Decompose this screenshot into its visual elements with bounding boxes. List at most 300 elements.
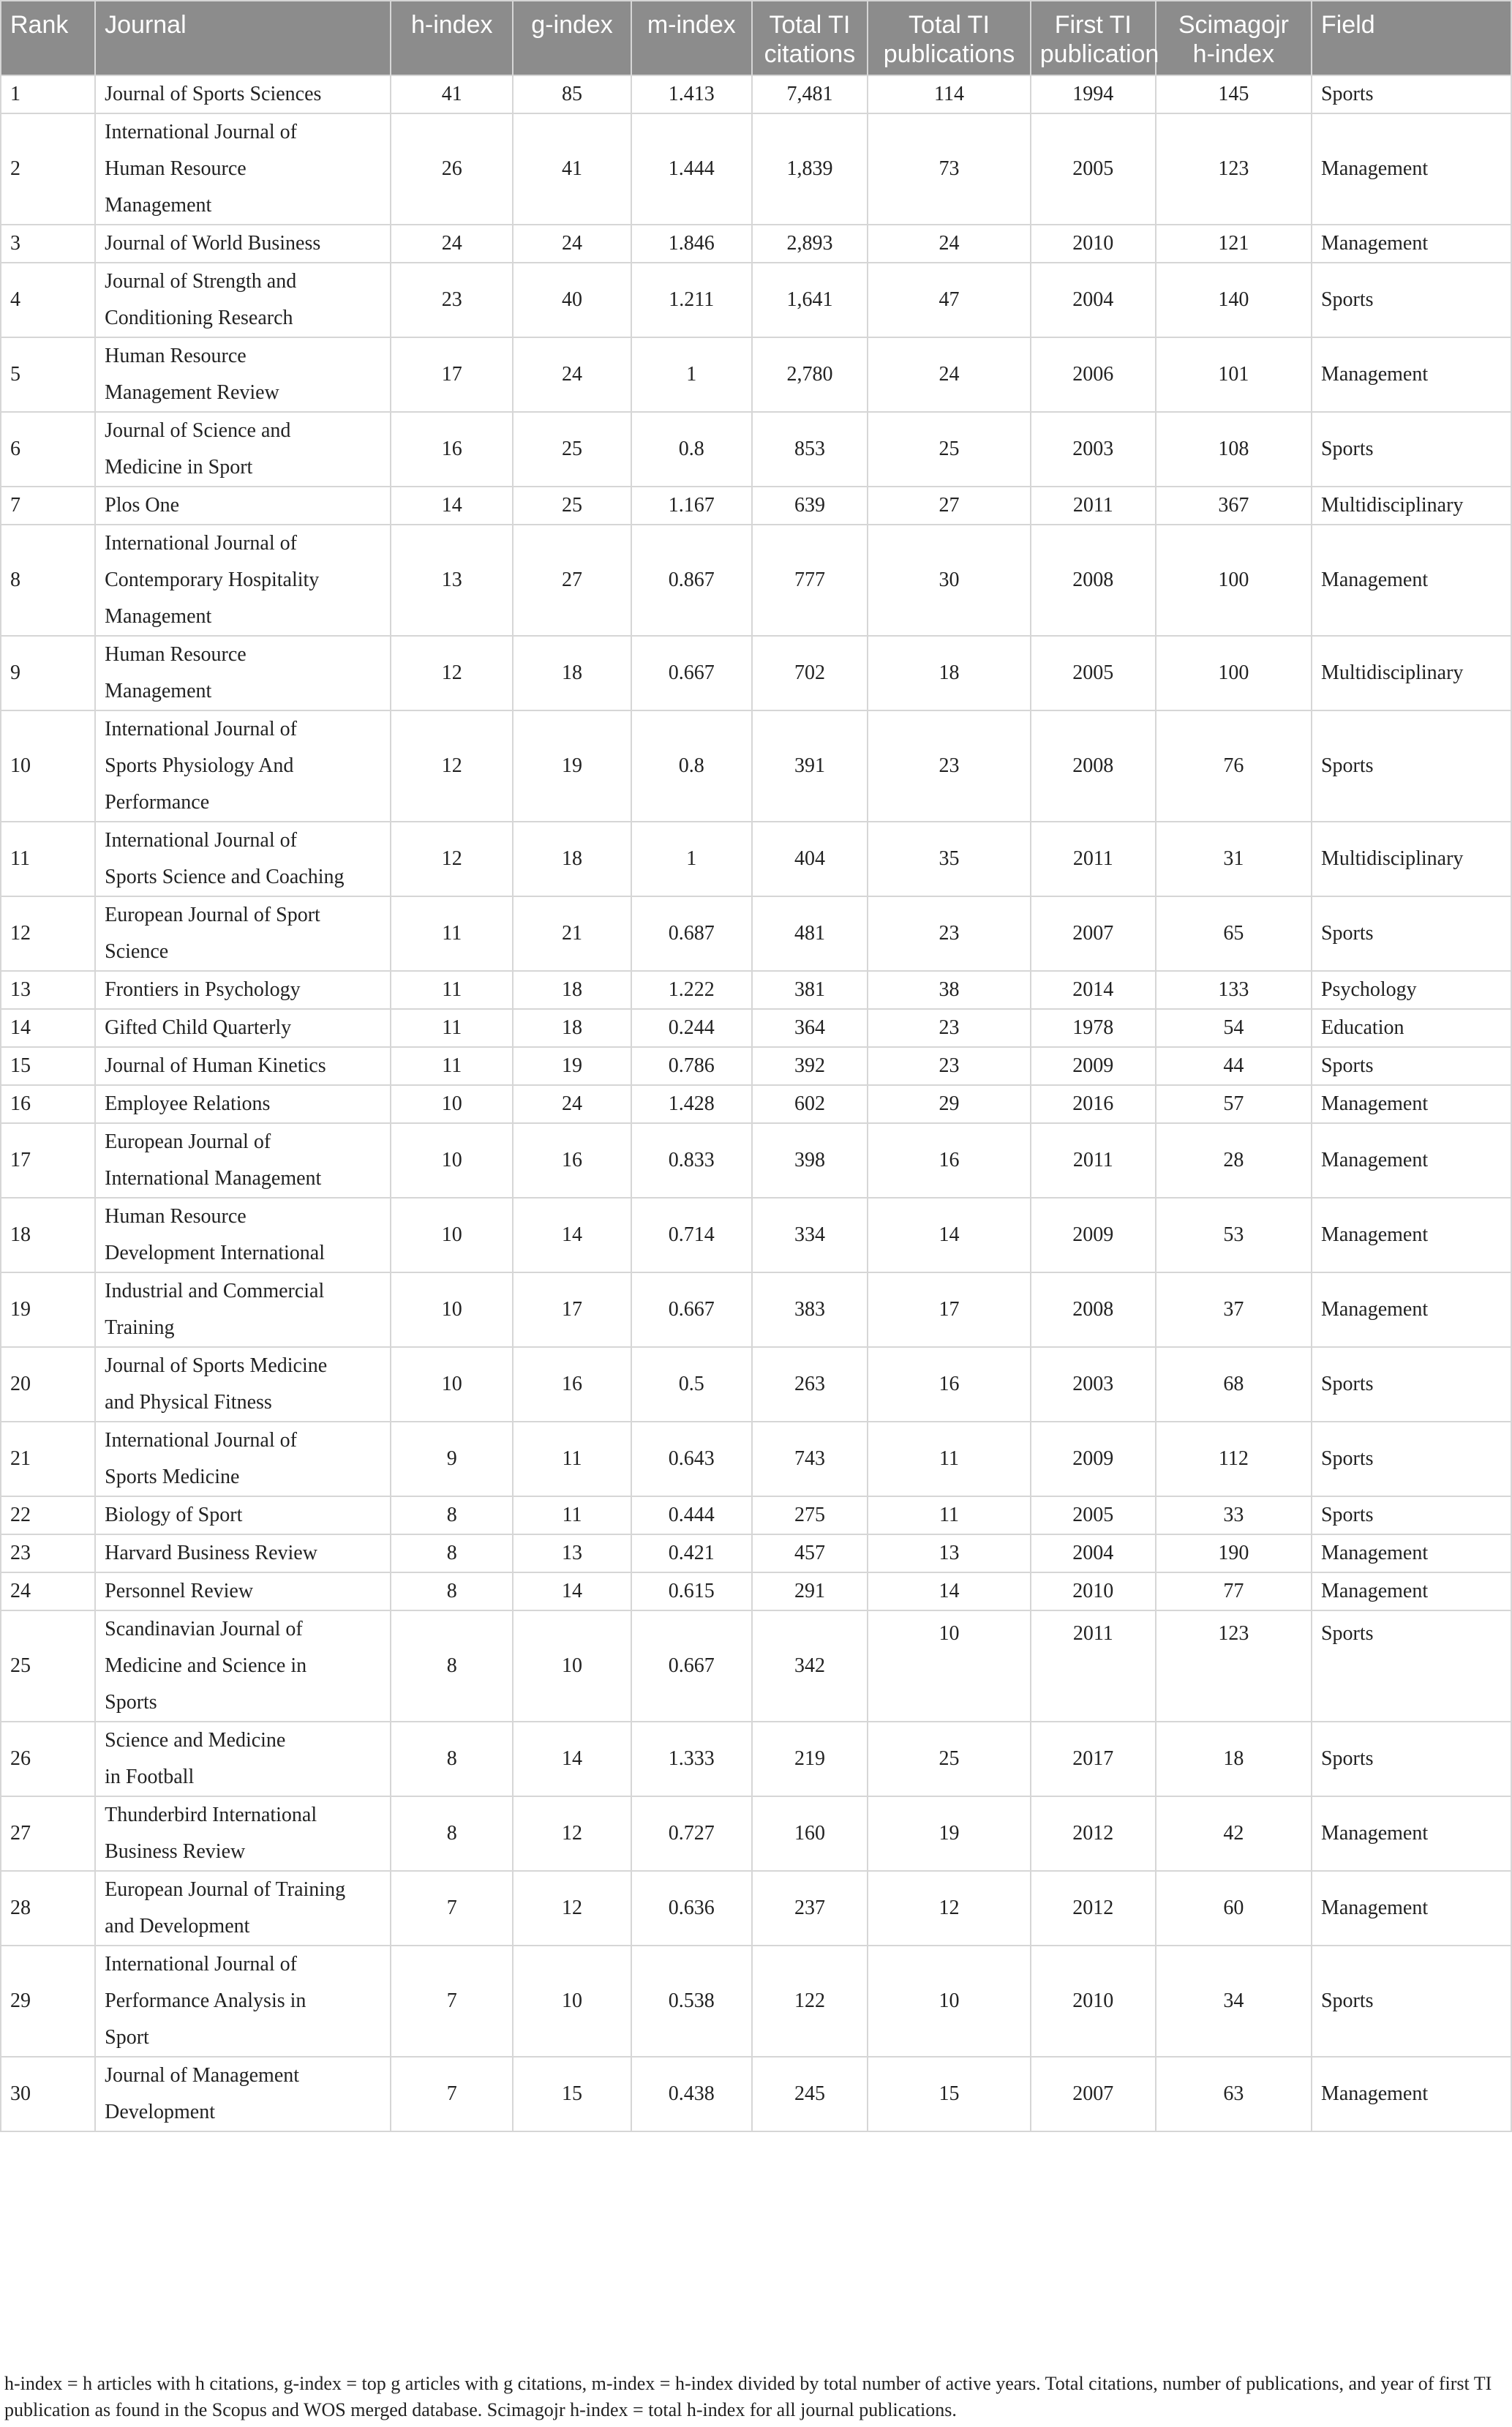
cell-first: 2011 [1031,1123,1156,1198]
cell-m: 0.667 [631,636,752,710]
cell-sh: 18 [1156,1722,1312,1796]
cell-pub: 15 [868,2057,1031,2131]
column-header-g: g-index [513,1,631,75]
journal-name-line: and Physical Fitness [105,1391,272,1414]
cell-sh: 133 [1156,971,1312,1009]
cell-journal [95,1534,391,1572]
cell-sh: 123 [1156,113,1312,225]
cell-journal [95,75,391,113]
cell-sh: 57 [1156,1085,1312,1123]
cell-field: Management [1312,337,1511,412]
cell-rank: 17 [1,1123,95,1198]
cell-first: 2011 [1031,1610,1156,1722]
cell-rank: 8 [1,525,95,636]
table-row [1,1422,1511,1496]
cell-field: Education [1312,1009,1511,1047]
journal-name-line: European Journal of [105,1130,271,1153]
cell-h: 10 [391,1347,513,1422]
cell-m: 0.5 [631,1347,752,1422]
cell-first: 2014 [1031,971,1156,1009]
cell-cit: 275 [752,1496,868,1534]
cell-pub: 38 [868,971,1031,1009]
journal-name-line: European Journal of Training [105,1878,346,1901]
cell-h: 11 [391,1047,513,1085]
cell-sh: 68 [1156,1347,1312,1422]
journal-name-line: Scandinavian Journal of [105,1618,303,1640]
cell-cit: 7,481 [752,75,868,113]
cell-h: 14 [391,487,513,525]
table-row [1,1272,1511,1347]
cell-sh: 34 [1156,1946,1312,2057]
journal-name-line: Management [105,680,212,702]
table-row [1,263,1511,337]
table-body [1,75,1511,2131]
cell-g: 18 [513,822,631,896]
cell-sh: 76 [1156,710,1312,822]
cell-sh: 367 [1156,487,1312,525]
cell-m: 0.8 [631,412,752,487]
cell-journal [95,1123,391,1198]
cell-cit: 364 [752,1009,868,1047]
cell-cit: 237 [752,1871,868,1946]
cell-m: 0.667 [631,1610,752,1722]
cell-pub: 24 [868,337,1031,412]
table-row [1,1534,1511,1572]
cell-sh: 108 [1156,412,1312,487]
cell-g: 24 [513,225,631,263]
journal-name-line: Human Resource [105,157,247,180]
journal-name-line: International Journal of [105,718,297,740]
cell-field: Psychology [1312,971,1511,1009]
table-row [1,1347,1511,1422]
cell-field: Sports [1312,1047,1511,1085]
cell-field: Management [1312,1123,1511,1198]
cell-h: 8 [391,1610,513,1722]
journal-name-line: International Management [105,1167,322,1190]
cell-first: 2008 [1031,1272,1156,1347]
column-header-m: m-index [631,1,752,75]
cell-cit: 342 [752,1610,868,1722]
cell-first: 2010 [1031,1946,1156,2057]
cell-first: 1978 [1031,1009,1156,1047]
cell-h: 41 [391,75,513,113]
cell-pub: 24 [868,225,1031,263]
table-row [1,896,1511,971]
cell-first: 2009 [1031,1047,1156,1085]
cell-cit: 383 [752,1272,868,1347]
journal-name-line: Management [105,605,212,628]
journal-name-line: Conditioning Research [105,307,293,329]
cell-field: Sports [1312,896,1511,971]
cell-h: 24 [391,225,513,263]
journal-name-line: International Journal of [105,829,297,852]
journal-name-line: Gifted Child Quarterly [105,1016,292,1039]
cell-h: 9 [391,1422,513,1496]
cell-pub: 11 [868,1422,1031,1496]
cell-journal [95,1871,391,1946]
cell-cit: 702 [752,636,868,710]
cell-rank: 27 [1,1796,95,1871]
cell-h: 11 [391,896,513,971]
cell-rank: 13 [1,971,95,1009]
cell-rank: 19 [1,1272,95,1347]
cell-journal [95,1572,391,1610]
cell-rank: 21 [1,1422,95,1496]
cell-rank: 3 [1,225,95,263]
cell-cit: 398 [752,1123,868,1198]
table-row [1,1946,1511,2057]
cell-g: 13 [513,1534,631,1572]
cell-first: 2009 [1031,1422,1156,1496]
cell-h: 8 [391,1796,513,1871]
cell-first: 2006 [1031,337,1156,412]
journal-name-line: in Football [105,1766,195,1788]
journal-name-line: Sport [105,2026,149,2049]
cell-g: 16 [513,1123,631,1198]
table-row [1,1123,1511,1198]
cell-rank: 20 [1,1347,95,1422]
journal-name-line: Journal of Strength and [105,270,297,293]
table-row [1,113,1511,225]
cell-sh: 100 [1156,525,1312,636]
cell-first: 2016 [1031,1085,1156,1123]
column-header-journal: Journal [95,1,391,75]
cell-pub: 18 [868,636,1031,710]
cell-cit: 291 [752,1572,868,1610]
journal-name-line: Development International [105,1242,326,1264]
cell-field: Sports [1312,1347,1511,1422]
cell-journal [95,1496,391,1534]
cell-rank: 30 [1,2057,95,2131]
cell-field: Management [1312,1871,1511,1946]
cell-pub: 16 [868,1123,1031,1198]
journal-name-line: Contemporary Hospitality [105,569,320,591]
cell-pub: 14 [868,1198,1031,1272]
table-row [1,1796,1511,1871]
cell-field: Sports [1312,1610,1511,1722]
cell-g: 40 [513,263,631,337]
cell-journal [95,1422,391,1496]
cell-field: Multidisciplinary [1312,487,1511,525]
cell-first: 2003 [1031,412,1156,487]
cell-field: Sports [1312,1722,1511,1796]
cell-pub: 27 [868,487,1031,525]
cell-journal [95,971,391,1009]
cell-cit: 334 [752,1198,868,1272]
cell-sh: 112 [1156,1422,1312,1496]
cell-rank: 22 [1,1496,95,1534]
cell-first: 2007 [1031,896,1156,971]
journal-name-line: Harvard Business Review [105,1542,317,1564]
journal-name-line: Journal of Sports Sciences [105,83,322,105]
cell-rank: 7 [1,487,95,525]
cell-m: 0.714 [631,1198,752,1272]
cell-field: Management [1312,1572,1511,1610]
cell-m: 1 [631,337,752,412]
cell-first: 2008 [1031,525,1156,636]
cell-g: 25 [513,412,631,487]
cell-rank: 24 [1,1572,95,1610]
cell-g: 24 [513,337,631,412]
cell-journal [95,337,391,412]
journal-name-line: Human Resource [105,1205,247,1228]
cell-field: Sports [1312,263,1511,337]
cell-journal [95,822,391,896]
cell-cit: 481 [752,896,868,971]
cell-rank: 26 [1,1722,95,1796]
cell-pub: 29 [868,1085,1031,1123]
cell-g: 12 [513,1871,631,1946]
cell-cit: 1,641 [752,263,868,337]
cell-journal [95,412,391,487]
cell-h: 10 [391,1198,513,1272]
cell-field: Sports [1312,412,1511,487]
table-row [1,75,1511,113]
table-row [1,1047,1511,1085]
cell-rank: 25 [1,1610,95,1722]
cell-m: 1.222 [631,971,752,1009]
cell-journal [95,487,391,525]
cell-h: 8 [391,1722,513,1796]
column-header-pub: Total TI publications [868,1,1031,75]
journal-name-line: Journal of Human Kinetics [105,1054,326,1077]
journal-name-line: Sports [105,1691,157,1714]
cell-h: 10 [391,1272,513,1347]
cell-m: 0.786 [631,1047,752,1085]
cell-cit: 263 [752,1347,868,1422]
cell-cit: 743 [752,1422,868,1496]
cell-rank: 2 [1,113,95,225]
cell-pub: 10 [868,1610,1031,1722]
cell-rank: 18 [1,1198,95,1272]
table-row [1,337,1511,412]
cell-sh: 145 [1156,75,1312,113]
cell-g: 10 [513,1610,631,1722]
cell-h: 26 [391,113,513,225]
cell-field: Management [1312,525,1511,636]
table-row [1,1871,1511,1946]
journal-name-line: and Development [105,1915,250,1938]
journal-name-line: International Journal of [105,1429,297,1452]
cell-m: 1.167 [631,487,752,525]
cell-field: Management [1312,1272,1511,1347]
cell-pub: 16 [868,1347,1031,1422]
cell-m: 1 [631,822,752,896]
column-header-first: First TI publication [1031,1,1156,75]
cell-sh: 28 [1156,1123,1312,1198]
cell-first: 1994 [1031,75,1156,113]
table-row [1,225,1511,263]
header-row [1,1,1511,75]
cell-first: 2011 [1031,822,1156,896]
cell-g: 19 [513,1047,631,1085]
journal-name-line: Business Review [105,1840,246,1863]
table-row [1,2057,1511,2131]
cell-first: 2004 [1031,1534,1156,1572]
cell-cit: 122 [752,1946,868,2057]
cell-g: 16 [513,1347,631,1422]
cell-g: 11 [513,1496,631,1534]
cell-g: 85 [513,75,631,113]
cell-first: 2003 [1031,1347,1156,1422]
journal-name-line: Thunderbird International [105,1804,317,1826]
cell-field: Management [1312,113,1511,225]
cell-g: 14 [513,1572,631,1610]
cell-m: 0.444 [631,1496,752,1534]
cell-pub: 35 [868,822,1031,896]
cell-rank: 6 [1,412,95,487]
cell-pub: 14 [868,1572,1031,1610]
cell-g: 18 [513,1009,631,1047]
cell-m: 0.687 [631,896,752,971]
cell-h: 17 [391,337,513,412]
cell-m: 0.615 [631,1572,752,1610]
cell-g: 18 [513,971,631,1009]
cell-rank: 5 [1,337,95,412]
cell-h: 8 [391,1572,513,1610]
journal-name-line: Journal of Science and [105,419,291,442]
cell-h: 23 [391,263,513,337]
cell-journal [95,113,391,225]
cell-pub: 23 [868,896,1031,971]
table-row [1,1085,1511,1123]
journal-name-line: Industrial and Commercial [105,1280,325,1302]
journal-name-line: Science [105,940,169,963]
table-row [1,636,1511,710]
cell-pub: 11 [868,1496,1031,1534]
cell-cit: 2,893 [752,225,868,263]
cell-h: 10 [391,1123,513,1198]
table-row [1,525,1511,636]
cell-first: 2010 [1031,1572,1156,1610]
cell-rank: 29 [1,1946,95,2057]
cell-h: 12 [391,636,513,710]
cell-rank: 10 [1,710,95,822]
cell-pub: 17 [868,1272,1031,1347]
cell-sh: 60 [1156,1871,1312,1946]
cell-cit: 2,780 [752,337,868,412]
cell-pub: 12 [868,1871,1031,1946]
journal-name-line: International Journal of [105,532,297,555]
cell-sh: 54 [1156,1009,1312,1047]
cell-pub: 73 [868,113,1031,225]
cell-rank: 1 [1,75,95,113]
cell-first: 2005 [1031,113,1156,225]
cell-first: 2009 [1031,1198,1156,1272]
cell-pub: 114 [868,75,1031,113]
cell-field: Sports [1312,1946,1511,2057]
cell-pub: 23 [868,1009,1031,1047]
cell-rank: 14 [1,1009,95,1047]
cell-journal [95,2057,391,2131]
journal-name-line: Performance Analysis in [105,1989,306,2012]
cell-sh: 121 [1156,225,1312,263]
cell-cit: 391 [752,710,868,822]
cell-sh: 123 [1156,1610,1312,1722]
journal-name-line: Plos One [105,494,180,517]
cell-journal [95,1946,391,2057]
cell-sh: 100 [1156,636,1312,710]
cell-cit: 1,839 [752,113,868,225]
cell-g: 10 [513,1946,631,2057]
cell-pub: 47 [868,263,1031,337]
journal-name-line: Human Resource [105,345,247,367]
table-row [1,822,1511,896]
journal-name-line: Journal of World Business [105,232,321,255]
cell-cit: 777 [752,525,868,636]
cell-journal [95,1085,391,1123]
column-header-sh: Scimagojr h-index [1156,1,1312,75]
cell-first: 2008 [1031,710,1156,822]
table-row [1,1572,1511,1610]
cell-g: 21 [513,896,631,971]
table-row [1,1009,1511,1047]
cell-journal [95,896,391,971]
cell-m: 0.667 [631,1272,752,1347]
cell-field: Management [1312,2057,1511,2131]
cell-g: 14 [513,1722,631,1796]
cell-journal [95,1198,391,1272]
journal-name-line: Management Review [105,381,279,404]
journal-name-line: Development [105,2101,215,2123]
cell-h: 11 [391,971,513,1009]
cell-sh: 37 [1156,1272,1312,1347]
cell-journal [95,1047,391,1085]
cell-pub: 25 [868,1722,1031,1796]
cell-journal [95,710,391,822]
cell-sh: 190 [1156,1534,1312,1572]
cell-m: 0.867 [631,525,752,636]
journal-name-line: Frontiers in Psychology [105,978,301,1001]
cell-m: 0.538 [631,1946,752,2057]
cell-h: 7 [391,1946,513,2057]
cell-g: 19 [513,710,631,822]
cell-field: Multidisciplinary [1312,822,1511,896]
cell-pub: 13 [868,1534,1031,1572]
cell-pub: 30 [868,525,1031,636]
cell-field: Management [1312,225,1511,263]
journal-name-line: Sports Science and Coaching [105,866,345,888]
cell-journal [95,1610,391,1722]
cell-h: 8 [391,1534,513,1572]
cell-rank: 11 [1,822,95,896]
cell-h: 12 [391,822,513,896]
cell-pub: 23 [868,1047,1031,1085]
table-footnote: h-index = h articles with h citations, g-index = top g articles with g citations, m-index = h-index divided by total number of active years. Total citations, number of publications, and year of first TI publication as found in the Scopus and WOS merged database. Scimagojr h-index = total h-index for all journal publications. [4,2373,1492,2420]
cell-sh: 33 [1156,1496,1312,1534]
cell-m: 1.211 [631,263,752,337]
cell-h: 10 [391,1085,513,1123]
journal-name-line: Sports Medicine [105,1466,240,1488]
table-row [1,412,1511,487]
cell-sh: 63 [1156,2057,1312,2131]
cell-g: 17 [513,1272,631,1347]
cell-sh: 53 [1156,1198,1312,1272]
cell-sh: 77 [1156,1572,1312,1610]
cell-g: 18 [513,636,631,710]
journal-name-line: Human Resource [105,643,247,666]
cell-field: Management [1312,1198,1511,1272]
cell-journal [95,1347,391,1422]
journal-name-line: International Journal of [105,1953,297,1976]
cell-g: 12 [513,1796,631,1871]
cell-cit: 219 [752,1722,868,1796]
cell-rank: 15 [1,1047,95,1085]
journal-name-line: Employee Relations [105,1092,271,1115]
cell-m: 0.244 [631,1009,752,1047]
cell-journal [95,1009,391,1047]
cell-field: Sports [1312,710,1511,822]
